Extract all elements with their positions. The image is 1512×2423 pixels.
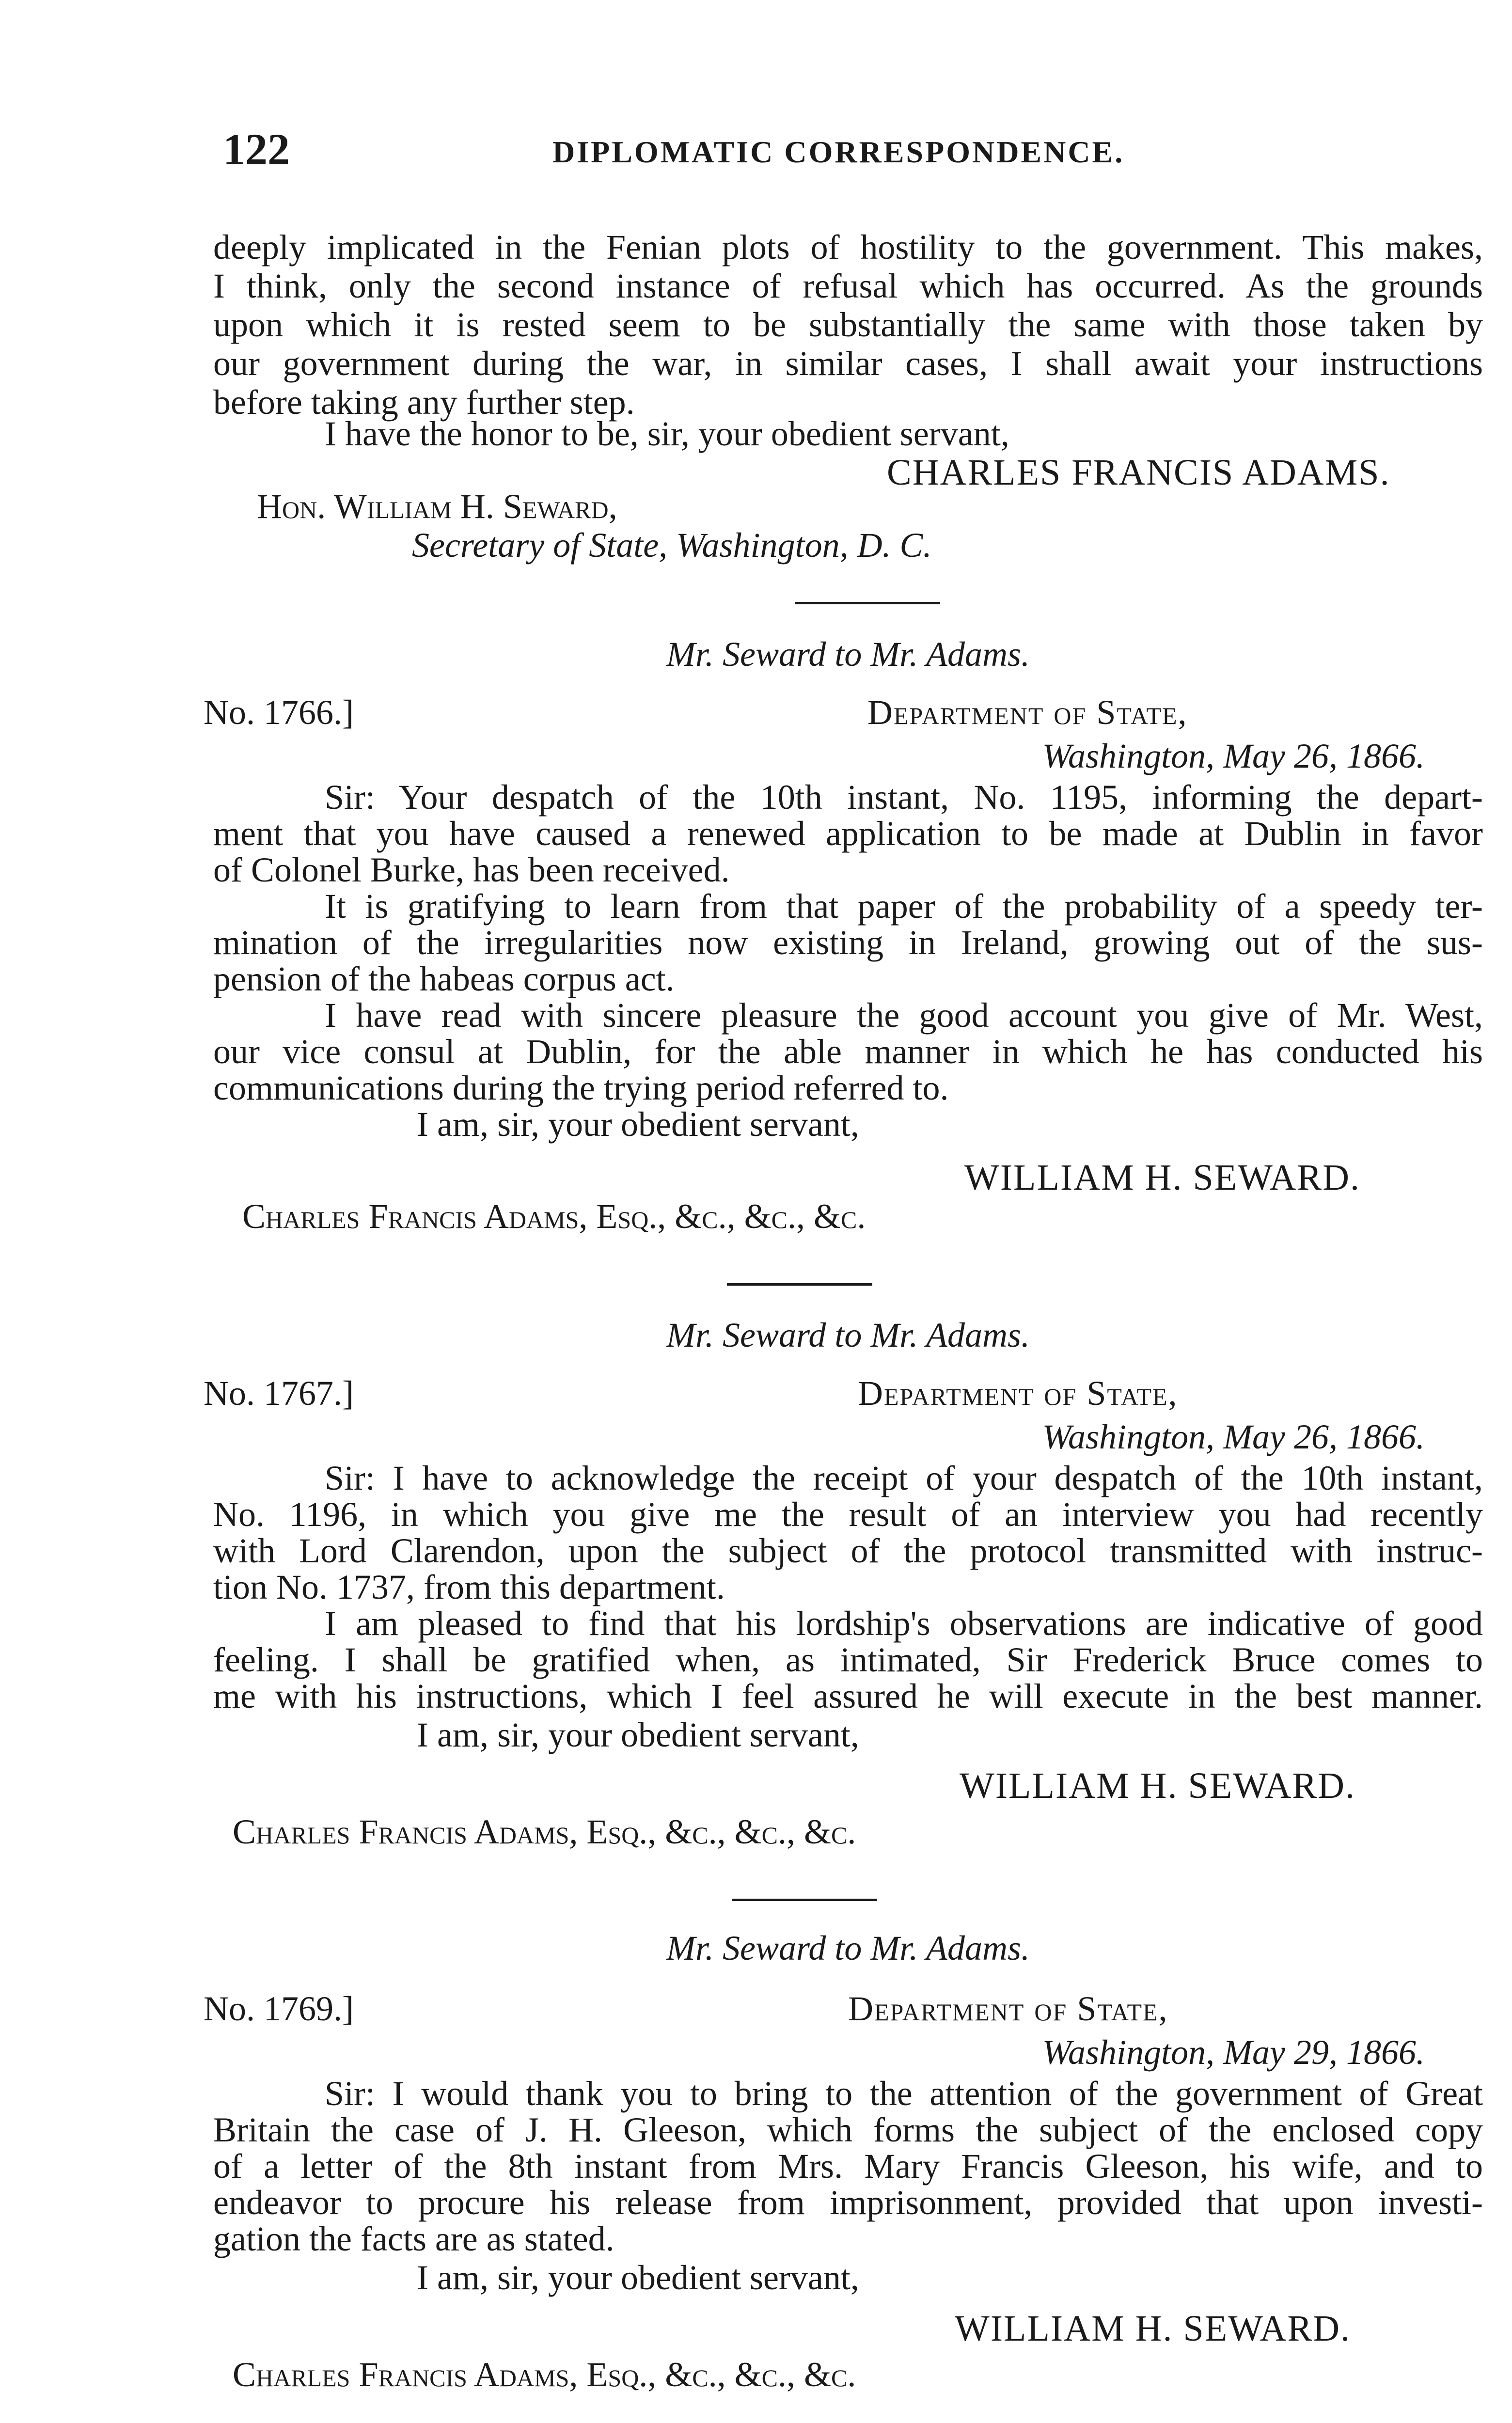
letter-title: Mr. Seward to Mr. Adams. <box>666 1929 1030 1967</box>
body-line: deeply implicated in the Fenian plots of hostility to the government. This makes, <box>213 228 1483 267</box>
addressee-title: Secretary of State, Washington, D. C. <box>412 526 932 565</box>
body-line: I have read with sincere pleasure the good account you give of Mr. West, <box>325 996 1483 1035</box>
body-line: me with his instructions, which I feel assured he will execute in the best manner. <box>213 1677 1483 1715</box>
body-line: of Colonel Burke, has been received. <box>213 850 730 889</box>
body-line: our vice consul at Dublin, for the able manner in which he has conducted his <box>213 1032 1483 1071</box>
despatch-number: No. 1769.] <box>204 1989 354 2028</box>
despatch-number: No. 1766.] <box>204 693 354 732</box>
signature: WILLIAM H. SEWARD. <box>955 2308 1351 2349</box>
body-line: before taking any further step. <box>213 383 635 422</box>
body-line: Britain the case of J. H. Gleeson, which forms the subject of the enclosed copy <box>213 2110 1483 2149</box>
body-line: communications during the trying period referred to. <box>213 1069 949 1107</box>
body-line: mination of the irregularities now existing in Ireland, growing out of the sus- <box>213 923 1483 962</box>
body-line: of a letter of the 8th instant from Mrs. Mary Francis Gleeson, his wife, and to <box>213 2147 1483 2186</box>
body-line: our government during the war, in similar cases, I shall await your instructions <box>213 344 1483 383</box>
body-line: Sir: I would thank you to bring to the attention of the government of Great <box>325 2074 1483 2113</box>
addressee: Charles Francis Adams, Esq., &c., &c., &c. <box>242 1197 866 1236</box>
body-line: upon which it is rested seem to be substantially the same with those taken by <box>213 305 1483 344</box>
body-line: Sir: I have to acknowledge the receipt of your despatch of the 10th instant, <box>325 1459 1483 1497</box>
signature: WILLIAM H. SEWARD. <box>964 1157 1361 1198</box>
closing-line: I am, sir, your obedient servant, <box>417 1105 859 1144</box>
department: Department of State, <box>848 1989 1168 2028</box>
closing-line: I am, sir, your obedient servant, <box>417 1715 859 1754</box>
page-number: 122 <box>223 125 290 174</box>
letter-title: Mr. Seward to Mr. Adams. <box>666 1316 1030 1354</box>
place-date: Washington, May 29, 1866. <box>1042 2033 1425 2072</box>
signature: WILLIAM H. SEWARD. <box>960 1765 1356 1806</box>
body-line: I am pleased to find that his lordship's observations are indicative of good <box>325 1604 1483 1643</box>
body-line: with Lord Clarendon, upon the subject of the protocol transmitted with instruc- <box>213 1531 1483 1570</box>
place-date: Washington, May 26, 1866. <box>1042 737 1425 775</box>
section-divider <box>727 1283 872 1286</box>
letter-title: Mr. Seward to Mr. Adams. <box>666 635 1030 674</box>
addressee: Charles Francis Adams, Esq., &c., &c., &c. <box>233 1812 856 1851</box>
department: Department of State, <box>858 1374 1178 1413</box>
section-divider <box>795 602 940 604</box>
closing-line: I am, sir, your obedient servant, <box>417 2258 859 2297</box>
body-line: pension of the habeas corpus act. <box>213 960 675 998</box>
department: Department of State, <box>867 693 1188 732</box>
despatch-number: No. 1767.] <box>204 1374 354 1413</box>
section-divider <box>732 1899 877 1901</box>
addressee: Charles Francis Adams, Esq., &c., &c., &c. <box>233 2355 856 2394</box>
body-line: ment that you have caused a renewed application to be made at Dublin in favor <box>213 814 1483 853</box>
body-line: feeling. I shall be gratified when, as intimated, Sir Frederick Bruce comes to <box>213 1640 1483 1679</box>
body-line: I think, only the second instance of refusal which has occurred. As the grounds <box>213 267 1483 305</box>
place-date: Washington, May 26, 1866. <box>1042 1417 1425 1456</box>
page-header <box>213 124 1488 177</box>
addressee: Hon. William H. Seward, <box>257 487 617 526</box>
closing-line: I have the honor to be, sir, your obedient servant, <box>325 414 1009 453</box>
body-line: It is gratifying to learn from that paper of the probability of a speedy ter- <box>325 887 1483 926</box>
running-title: DIPLOMATIC CORRESPONDENCE. <box>552 135 1125 169</box>
body-line: gation the facts are as stated. <box>213 2219 614 2258</box>
body-line: Sir: Your despatch of the 10th instant, No. 1195, informing the depart- <box>325 778 1483 817</box>
body-line: tion No. 1737, from this department. <box>213 1568 725 1606</box>
body-line: endeavor to procure his release from imprisonment, provided that upon investi- <box>213 2183 1483 2222</box>
signature: CHARLES FRANCIS ADAMS. <box>887 452 1390 493</box>
body-line: No. 1196, in which you give me the result of an interview you had recently <box>213 1495 1483 1534</box>
